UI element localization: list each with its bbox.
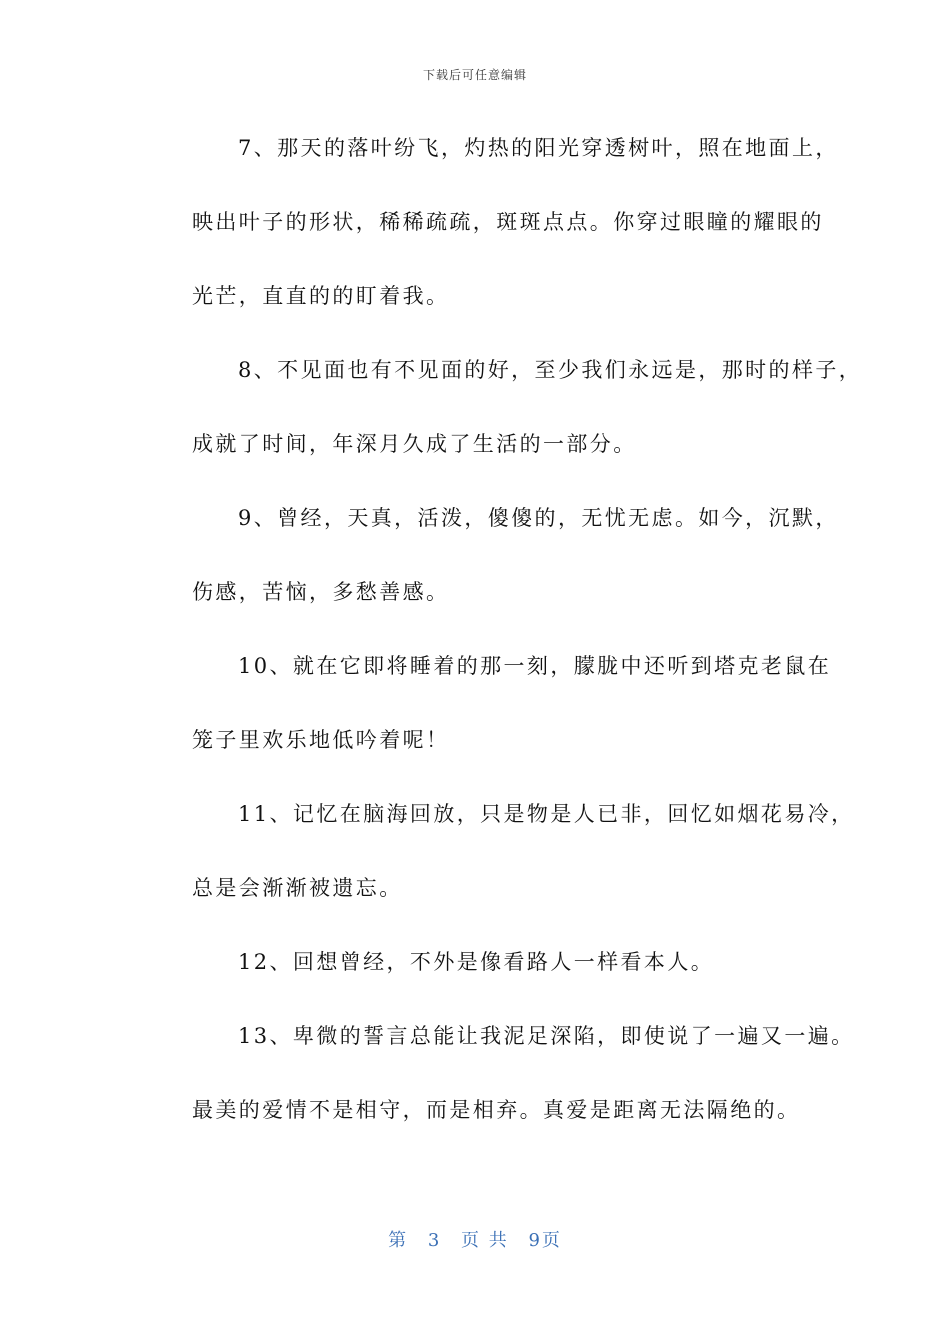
footer-total-pages: 9页 [528,1230,562,1251]
paragraph-line: 笼子里欢乐地低吟着呢！ [192,728,450,752]
paragraph-line: 11、记忆在脑海回放，只是物是人已非，回忆如烟花易冷， [238,802,855,826]
footer-prefix: 第 [388,1230,409,1251]
paragraph-12 [146,938,810,1012]
paragraph-line: 8、不见面也有不见面的好，至少我们永远是，那时的样子， [238,358,863,382]
paragraph-11 [146,790,855,938]
paragraph-line: 7、那天的落叶纷飞，灼热的阳光穿透树叶，照在地面上， [238,136,839,160]
footer-middle: 页 共 [461,1230,509,1251]
paragraph-line: 光芒，直直的的盯着我。 [192,284,450,308]
paragraph-line: 13、卑微的誓言总能让我泥足深陷，即使说了一遍又一遍。 [238,1024,855,1048]
paragraph-13 [146,1012,855,1160]
paragraph-line: 映出叶子的形状，稀稀疏疏，斑斑点点。你穿过眼瞳的耀眼的 [192,210,824,234]
page-header [0,66,950,83]
document-body [146,124,863,1160]
paragraph-line: 10、就在它即将睡着的那一刻，朦胧中还听到塔克老鼠在 [238,654,832,678]
header-text: 下载后可任意编辑 [422,68,527,82]
page-footer [0,1226,950,1252]
paragraph-10 [146,642,832,790]
paragraph-7 [146,124,839,346]
footer-page-number: 3 [427,1230,442,1251]
paragraph-line: 成就了时间，年深月久成了生活的一部分。 [192,432,637,456]
paragraph-line: 最美的爱情不是相守，而是相弃。真爱是距离无法隔绝的。 [192,1098,801,1122]
paragraph-line: 伤感，苦恼，多愁善感。 [192,580,450,604]
paragraph-8 [146,346,863,494]
paragraph-line: 9、曾经，天真，活泼，傻傻的，无忧无虑。如今，沉默， [238,506,839,530]
paragraph-line: 12、回想曾经，不外是像看路人一样看本人。 [238,950,715,974]
paragraph-9 [146,494,839,642]
paragraph-line: 总是会渐渐被遗忘。 [192,876,403,900]
